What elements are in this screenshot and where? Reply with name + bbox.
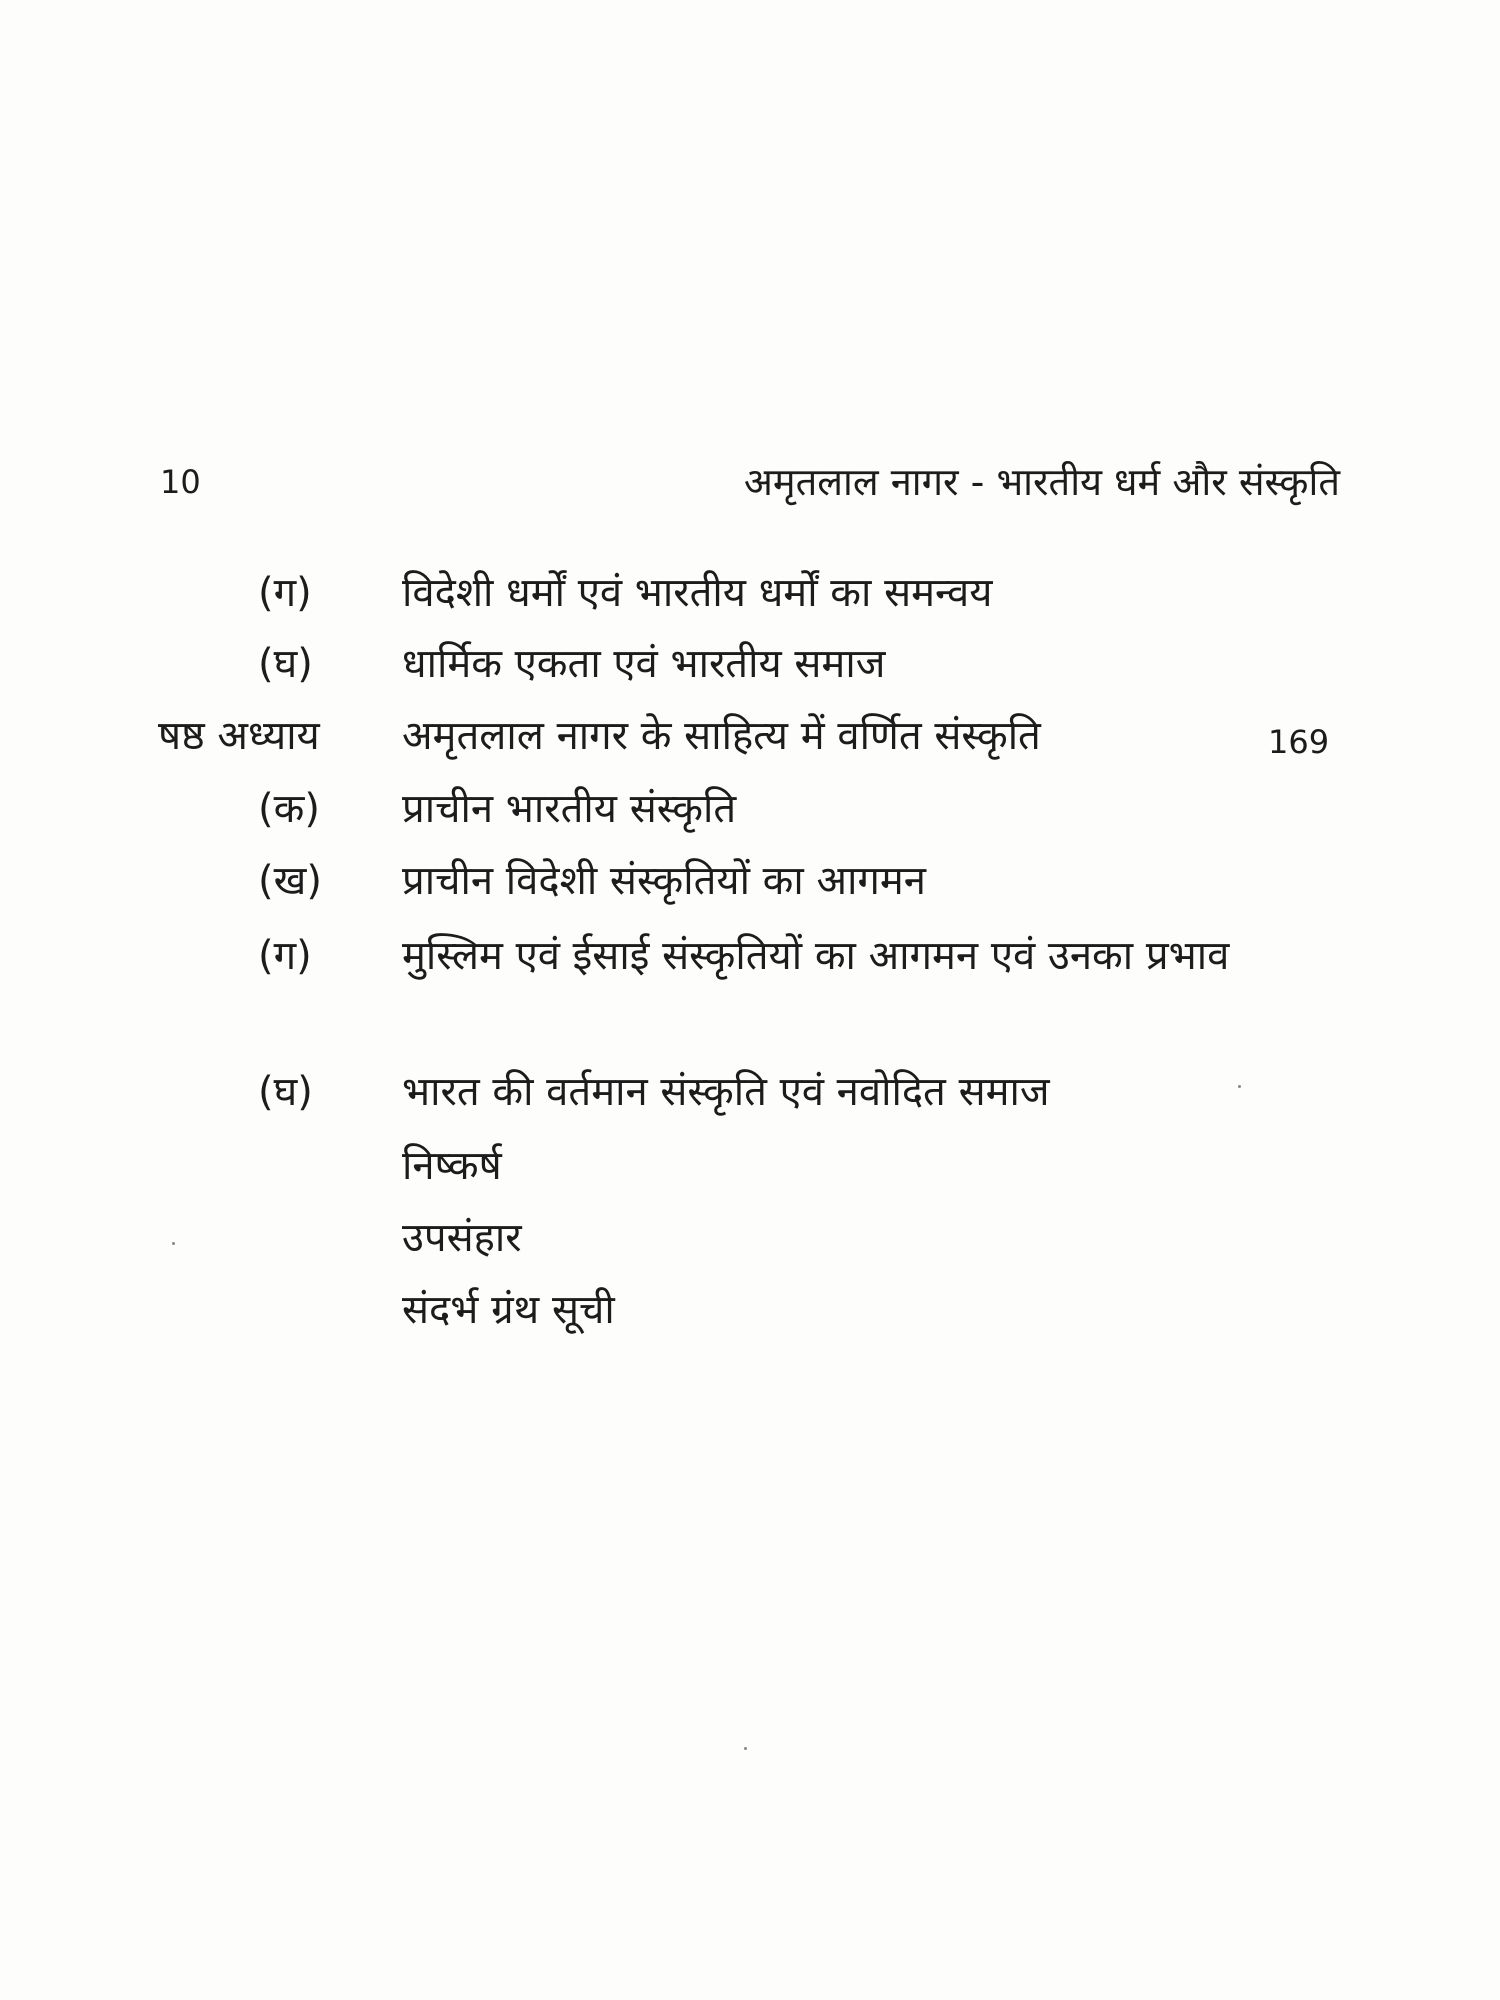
entry-label: (ग) <box>258 570 312 616</box>
chapter-page-number: 169 <box>1268 723 1330 761</box>
entry-text: उपसंहार <box>402 1215 522 1261</box>
entry-text: प्राचीन विदेशी संस्कृतियों का आगमन <box>402 858 926 904</box>
scan-speck <box>172 1242 175 1245</box>
entry-label: (ख) <box>258 858 322 904</box>
running-title: अमृतलाल नागर - भारतीय धर्म और संस्कृति <box>743 460 1340 504</box>
entry-text: मुस्लिम एवं ईसाई संस्कृतियों का आगमन एवं उनका प्रभाव <box>402 933 1230 979</box>
entry-text: निष्कर्ष <box>402 1143 502 1189</box>
entry-text: भारत की वर्तमान संस्कृति एवं नवोदित समाज <box>402 1069 1050 1115</box>
page-header <box>160 455 1340 515</box>
entry-label: (ग) <box>258 933 312 979</box>
chapter-label: षष्ठ अध्याय <box>158 713 320 759</box>
entry-text: संदर्भ ग्रंथ सूची <box>402 1287 615 1333</box>
chapter-title: अमृतलाल नागर के साहित्य में वर्णित संस्कृति <box>402 713 1041 759</box>
entry-text: विदेशी धर्मों एवं भारतीय धर्मों का समन्वय <box>402 570 993 616</box>
scan-speck <box>1238 1085 1241 1088</box>
scan-speck <box>744 1747 747 1750</box>
entry-label: (क) <box>258 786 320 832</box>
entry-text: प्राचीन भारतीय संस्कृति <box>402 786 737 832</box>
entry-text: धार्मिक एकता एवं भारतीय समाज <box>402 641 886 687</box>
page-number: 10 <box>160 463 201 501</box>
entry-label: (घ) <box>258 1069 313 1115</box>
entry-label: (घ) <box>258 641 313 687</box>
